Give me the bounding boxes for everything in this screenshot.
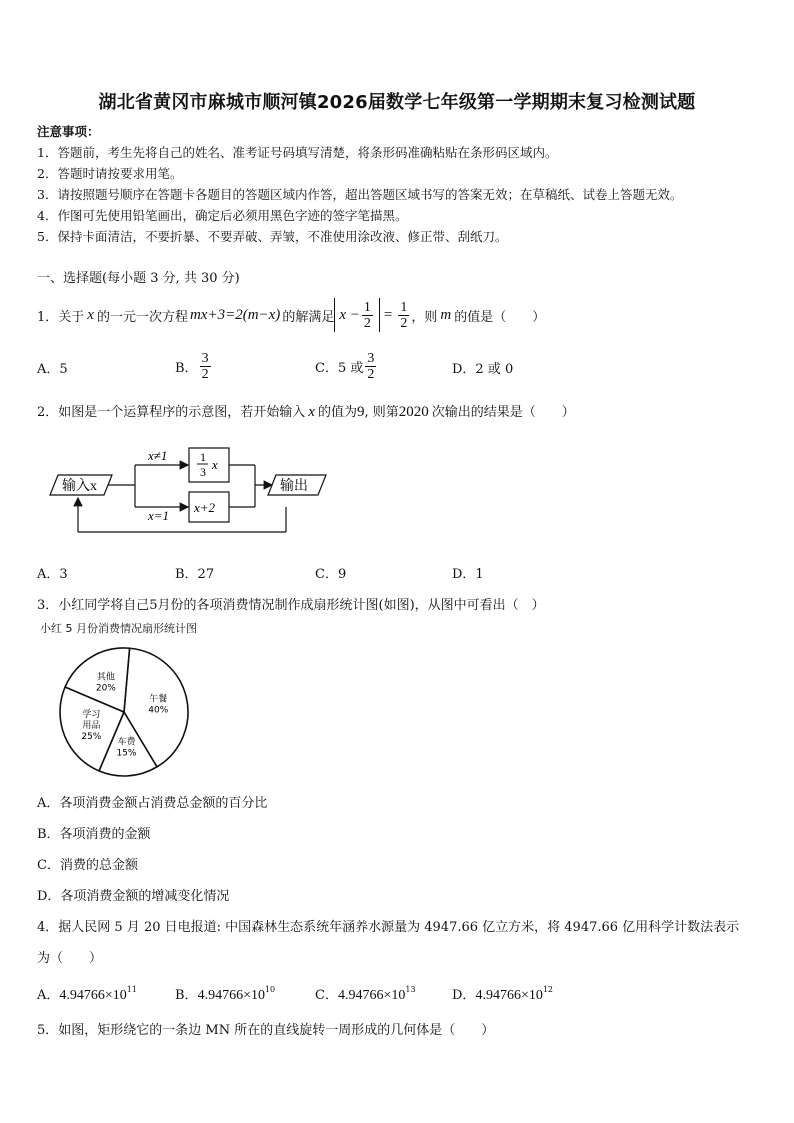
q4-option-d-label: D． bbox=[452, 988, 476, 1003]
pie-label-3-1: 20% bbox=[95, 683, 116, 694]
q3-option-d: D．各项消费金额的增减变化情况 bbox=[37, 889, 230, 904]
q2-option-b: B．27 bbox=[175, 567, 215, 582]
q1-abs-left: x − bbox=[339, 306, 360, 323]
q4-option-d-exp: 12 bbox=[542, 985, 554, 994]
q2-op-top-den: 3 bbox=[200, 465, 206, 479]
pie-chart-title: 小红 5 月份消费情况扇形统计图 bbox=[40, 622, 197, 635]
pie-label-2-2: 25% bbox=[81, 732, 102, 743]
q1-var-x: x bbox=[87, 306, 94, 323]
q2-cond-top: x≠1 bbox=[148, 448, 168, 463]
q1-var-m: m bbox=[440, 306, 452, 323]
q3-option-a: A．各项消费金额占消费总金额的百分比 bbox=[37, 796, 268, 811]
pie-label-1-0: 车费 bbox=[117, 737, 136, 748]
q1-abs-frac-num: 1 bbox=[363, 299, 371, 315]
q1-equation: mx+3=2(m−x) bbox=[189, 306, 281, 323]
q4-option-c-label: C． bbox=[315, 988, 338, 1003]
q1-option-b-num: 3 bbox=[201, 350, 209, 366]
q1-option-d: D．2 或 0 bbox=[452, 362, 514, 377]
q1-option-c bbox=[315, 348, 378, 384]
q1-rhs-num: 1 bbox=[400, 299, 408, 315]
question-5: 5．如图，矩形绕它的一条边 MN 所在的直线旋转一周形成的几何体是（ ） bbox=[37, 1023, 495, 1038]
page-title: 湖北省黄冈市麻城市顺河镇2026届数学七年级第一学期期末复习检测试题 bbox=[98, 92, 696, 113]
q2-op-top-num: 1 bbox=[200, 450, 206, 464]
q1-abs-frac bbox=[362, 300, 373, 331]
q2-mid: 的值为 bbox=[317, 405, 357, 420]
q1-mid2: 的解满足 bbox=[282, 309, 335, 325]
q1-option-c-num: 3 bbox=[367, 350, 375, 366]
q1-rhs-den: 2 bbox=[400, 315, 408, 331]
question-1 bbox=[37, 297, 545, 333]
q1-option-c-den: 2 bbox=[367, 366, 375, 382]
q1-abs-expression bbox=[334, 298, 380, 332]
notice-item-4: 4．作图可先使用铅笔画出，确定后必须用黑色字迹的签字笔描黑。 bbox=[37, 208, 408, 223]
q2-count: 2020 bbox=[398, 404, 429, 420]
q4-option-d-base: 4.94766×10 bbox=[475, 988, 543, 1003]
pie-label-2-1: 用品 bbox=[82, 721, 101, 732]
q1-rhs-frac bbox=[398, 300, 409, 331]
q2-prefix: 2．如图是一个运算程序的示意图，若开始输入 bbox=[37, 405, 306, 420]
q3-pie-chart bbox=[50, 640, 200, 785]
q2-input-label: 输入x bbox=[62, 479, 97, 494]
pie-label-0-0: 午餐 bbox=[149, 694, 168, 705]
q1-suffix: ，则 bbox=[411, 309, 438, 325]
q3-option-b: B．各项消费的金额 bbox=[37, 827, 151, 842]
notice-heading: 注意事项： bbox=[37, 124, 100, 139]
section-heading: 一、选择题(每小题 3 分, 共 30 分) bbox=[37, 271, 240, 286]
notice-item-1: 1．答题前，考生先将自己的姓名、准考证号码填写清楚，将条形码准确粘贴在条形码区域内。 bbox=[37, 145, 558, 160]
q1-mid: 的一元一次方程 bbox=[96, 309, 188, 325]
question-4-line1: 4．据人民网 5 月 20 日电报道: 中国森林生态系统年涵养水源量为 4947.66 亿立方米，将 4947.66 亿用科学计数法表示 bbox=[37, 920, 740, 935]
q4-option-b-exp: 10 bbox=[264, 985, 276, 994]
q4-option-a-exp: 11 bbox=[126, 985, 137, 994]
q4-option-b-base: 4.94766×10 bbox=[197, 988, 265, 1003]
q4-option-d bbox=[452, 984, 553, 1004]
q4-option-b-label: B． bbox=[175, 988, 198, 1003]
question-3: 3．小红同学将自己5月份的各项消费情况制作成扇形统计图(如图)，从图中可看出（ ） bbox=[37, 598, 545, 613]
q1-option-b bbox=[175, 348, 213, 384]
q2-value: 9 bbox=[356, 404, 365, 420]
q2-op-top-var: x bbox=[212, 457, 218, 472]
notice-item-2: 2．答题时请按要求用笔。 bbox=[37, 166, 183, 181]
q2-mid2: , 则第 bbox=[364, 405, 399, 420]
notice-item-5: 5．保持卡面清洁，不要折暴、不要弄破、弄皱，不准使用涂改液、修正带、刮纸刀。 bbox=[37, 229, 508, 244]
q4-option-c-base: 4.94766×10 bbox=[337, 988, 406, 1003]
q2-var-x: x bbox=[308, 404, 315, 420]
q2-op-top-box bbox=[189, 448, 229, 482]
pie-label-0-1: 40% bbox=[148, 705, 169, 716]
q1-option-a: A．5 bbox=[37, 362, 68, 377]
q1-option-c-label: C．5 或 bbox=[315, 360, 364, 376]
q3-option-c: C．消费的总金额 bbox=[37, 858, 138, 873]
q2-end: 次输出的结果是（ ） bbox=[431, 405, 575, 420]
q2-op-bottom: x+2 bbox=[194, 500, 216, 515]
q1-option-b-frac bbox=[200, 351, 211, 382]
q1-end: 的值是（ ） bbox=[454, 309, 546, 325]
q2-option-d: D．1 bbox=[452, 567, 484, 582]
question-4-line2: 为（ ） bbox=[37, 951, 103, 966]
q4-option-a-base: 4.94766×10 bbox=[59, 988, 127, 1003]
notice-item-3: 3．请按照题号顺序在答题卡各题目的答题区域内作答，超出答题区域书写的答案无效；在草稿纸、试卷上答题无效。 bbox=[37, 187, 683, 202]
q4-option-b bbox=[175, 984, 275, 1004]
q4-option-c-exp: 13 bbox=[405, 985, 416, 994]
q2-option-c: C．9 bbox=[315, 567, 347, 582]
pie-label-2-0: 学习 bbox=[82, 710, 101, 721]
q4-option-c bbox=[315, 984, 416, 1004]
q1-option-b-label: B． bbox=[175, 360, 198, 376]
pie-label-3-0: 其他 bbox=[96, 672, 115, 683]
q1-option-c-frac bbox=[365, 351, 376, 382]
pie-label-1-1: 15% bbox=[116, 748, 137, 759]
q1-prefix: 1．关于 bbox=[37, 309, 85, 325]
q1-equals: = bbox=[383, 306, 393, 323]
q4-option-a-label: A． bbox=[37, 988, 60, 1003]
question-2 bbox=[37, 401, 575, 421]
q1-abs-frac-den: 2 bbox=[363, 315, 371, 331]
q2-output-label: 输出 bbox=[280, 479, 308, 494]
q2-flow-diagram bbox=[40, 440, 340, 540]
q2-cond-bottom: x=1 bbox=[148, 508, 170, 523]
q4-option-a bbox=[37, 984, 137, 1004]
q2-option-a: A．3 bbox=[37, 567, 68, 582]
q1-option-b-den: 2 bbox=[201, 366, 209, 382]
